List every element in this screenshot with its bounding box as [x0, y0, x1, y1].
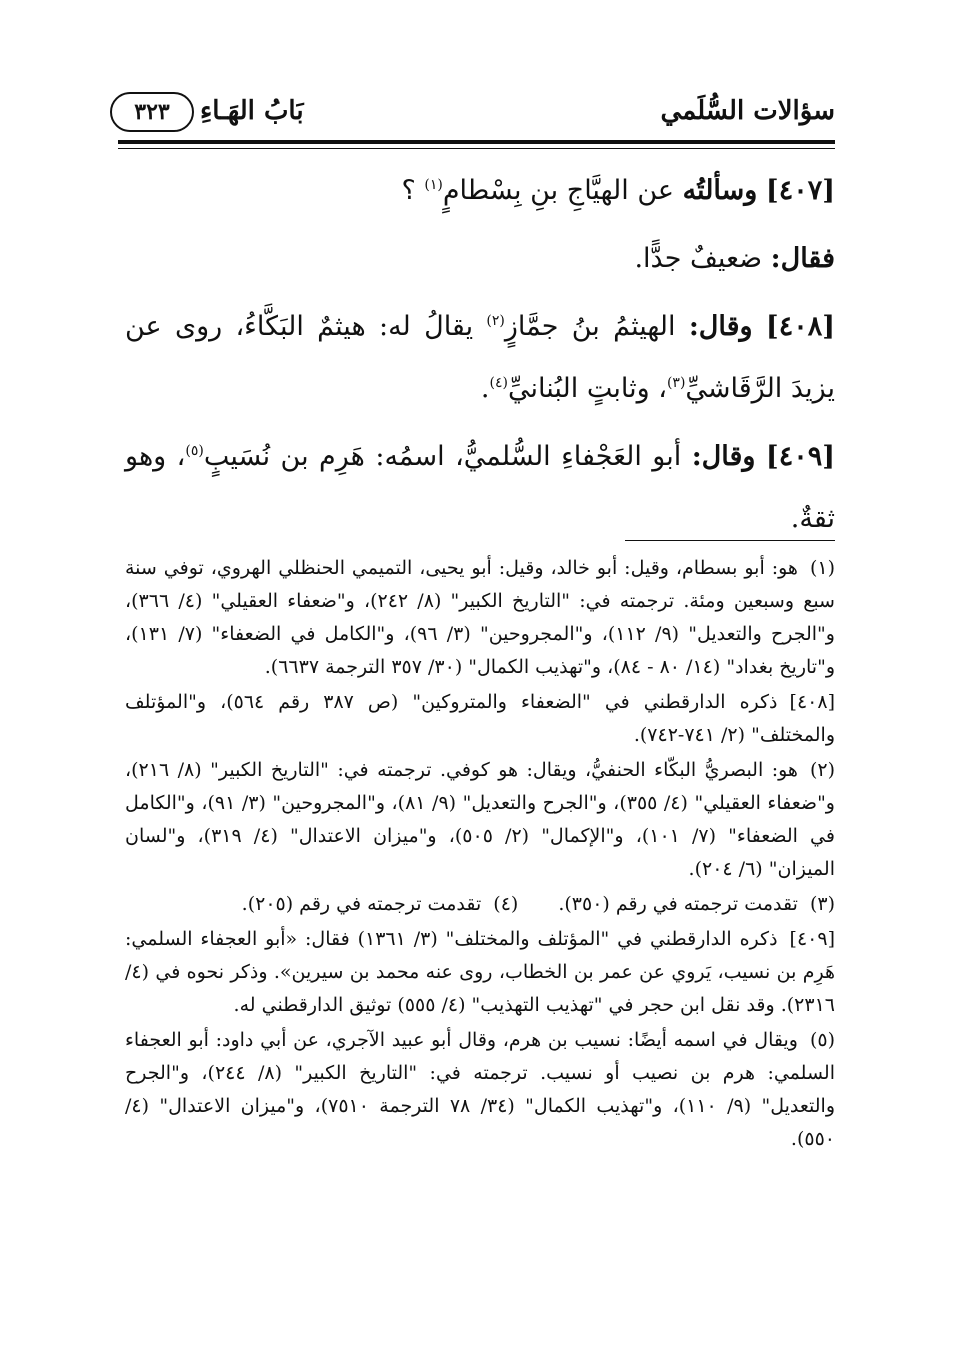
footnote-mark: [٤٠٨] [789, 691, 835, 713]
entry-number: [٤٠٧] [765, 175, 835, 206]
header-rule-thin [118, 148, 835, 149]
page-number: ٣٢٣ [110, 92, 194, 132]
footnote-ref: (١) [424, 177, 443, 193]
entry-text: يقالُ له: هيثمٌ البَكَّاءُ، روى عن يزيدَ الرَّقَاشيِّ [125, 311, 835, 404]
entry-text: ؟ [401, 175, 425, 206]
footnote-text: تقدمت ترجمته في رقم (٣٥٠). [558, 893, 798, 915]
entry-text: ضعيفٌ جدًّا. [634, 243, 771, 274]
entry-number: [٤٠٨] [765, 311, 835, 342]
footnote-3-4 [125, 888, 835, 921]
entry-text: ، وهو ثقةٌ. [125, 441, 835, 534]
footnotes [125, 552, 835, 1158]
footnote-text: تقدمت ترجمته في رقم (٢٠٥). [241, 893, 482, 915]
footnote-text: ويقال في اسمه أيضًا: نسيب بن هرم، وقال أبو عبيد الآجري، عن أبي داود: أبو العجفاء السلمي: هرم بن نصيب أو نسيب. ترجمته في: "التاريخ الكبير" (٨/ ٢٤٤)، و"الجرح والتعديل" (٩/ ١١٠)، و"تهذيب الكمال" (٣٤/ ٧٨ الترجمة ٧٥١٠)، و"ميزان الاعتدال" (٤/ ٥٥٠). [125, 1029, 835, 1150]
entry-keyword: فقال: [770, 243, 835, 274]
main-text [125, 160, 835, 556]
footnote-mark: (٣) [809, 893, 835, 915]
page-header [110, 82, 835, 142]
footnote-mark: (٤) [493, 893, 519, 915]
footnote-text: هو: أبو بسطام، وقيل: أبو خالد، وقيل: أبو يحيى، التميمي الحنظلي الهروي، توفي سنة سبع وسبعين ومئة. ترجمته في: "التاريخ الكبير" (٨/ ٢٤٢)، و"ضعفاء العقيلي" (٤/ ٣٦٦)، و"الجرح والتعديل" (٩/ ١١٢)، و"المجروحين" (٣/ ٩٦)، و"الكامل في الضعفاء" (٧/ ١٣١)، و"تاريخ بغداد" (١٤/ ٨٠ - ٨٤)، و"تهذيب الكمال" (٣٠/ ٣٥٧ الترجمة ٦٦٣٧). [125, 557, 835, 678]
entry-407-answer [125, 228, 835, 290]
footnote-408 [125, 686, 835, 752]
entry-text: . [480, 373, 490, 404]
entry-keyword: وقال: [691, 441, 756, 472]
entry-text: الهيثمُ بنُ جمَّازٍ [504, 311, 689, 342]
footnote-ref: (٥) [185, 443, 204, 459]
footnote-text: هو: البصريُّ البكّاء الحنفيُّ، ويقال: هو كوفي. ترجمته في: "التاريخ الكبير" (٨/ ٢١٦)، و"ضعفاء العقيلي" (٤/ ٣٥٥)، و"الجرح والتعديل" (٩/ ٨١)، و"المجروحين" (٣/ ٩١)، و"الكامل في الضعفاء" (٧/ ١٠١)، و"الإكمال" (٢/ ٥٠٥)، و"ميزان الاعتدال" (٤/ ٣١٩)، و"لسان الميزان" (٦/ ٢٠٤). [125, 759, 835, 880]
footnote-mark: [٤٠٩] [789, 928, 835, 950]
entry-number: [٤٠٩] [765, 441, 835, 472]
footnote-text: ذكره الدارقطني في "الضعفاء والمتروكين" (ص ٣٨٧ رقم ٥٦٤)، و"المؤتلف والمختلف" (٢/ ٧٤١-٧٤٢). [125, 691, 835, 746]
footnote-ref: (٣) [666, 375, 686, 391]
entry-text: ، وثابتٍ البُنانيِّ [507, 373, 667, 404]
header-rule-thick [118, 140, 835, 144]
footnote-mark: (٥) [809, 1029, 835, 1051]
entry-409 [125, 426, 835, 550]
entry-keyword: وقال: [688, 311, 753, 342]
footnote-mark: (٢) [809, 759, 835, 781]
entry-407 [125, 160, 835, 222]
footnote-text: ذكره الدارقطني في "المؤتلف والمختلف" (٣/ ١٣٦١) فقال: «أبو العجفاء السلمي: هَرِم بن نسيب، يَروي عن عمر بن الخطاب، روى عنه محمد بن سيرين». وذكر نحوه في (٤/ ٢٣١٦). وقد نقل ابن حجر في "تهذيب التهذيب" (٤/ ٥٥٥) توثيق الدارقطني له. [125, 928, 835, 1016]
entry-keyword: وسألتُه [682, 175, 758, 206]
footnote-409 [125, 923, 835, 1022]
footnote-5 [125, 1024, 835, 1156]
entry-408 [125, 296, 835, 420]
chapter-title: بَابُ الهَـاءِ [200, 96, 304, 126]
footnote-ref: (٤) [489, 375, 508, 391]
footnote-mark: (١) [809, 557, 835, 579]
entry-text: عن الهيَّاجِ بنِ بِسْطامٍ [442, 175, 683, 206]
footnote-ref: (٢) [486, 313, 505, 329]
footnote-separator [625, 540, 835, 541]
footnote-1 [125, 552, 835, 684]
book-title: سؤالات السُّلَمي [660, 96, 835, 126]
footnote-2 [125, 754, 835, 886]
entry-text: أبو العَجْفاءِ السُّلميُّ، اسمُه: هَرِم بن نُسَيبٍ [203, 441, 692, 472]
